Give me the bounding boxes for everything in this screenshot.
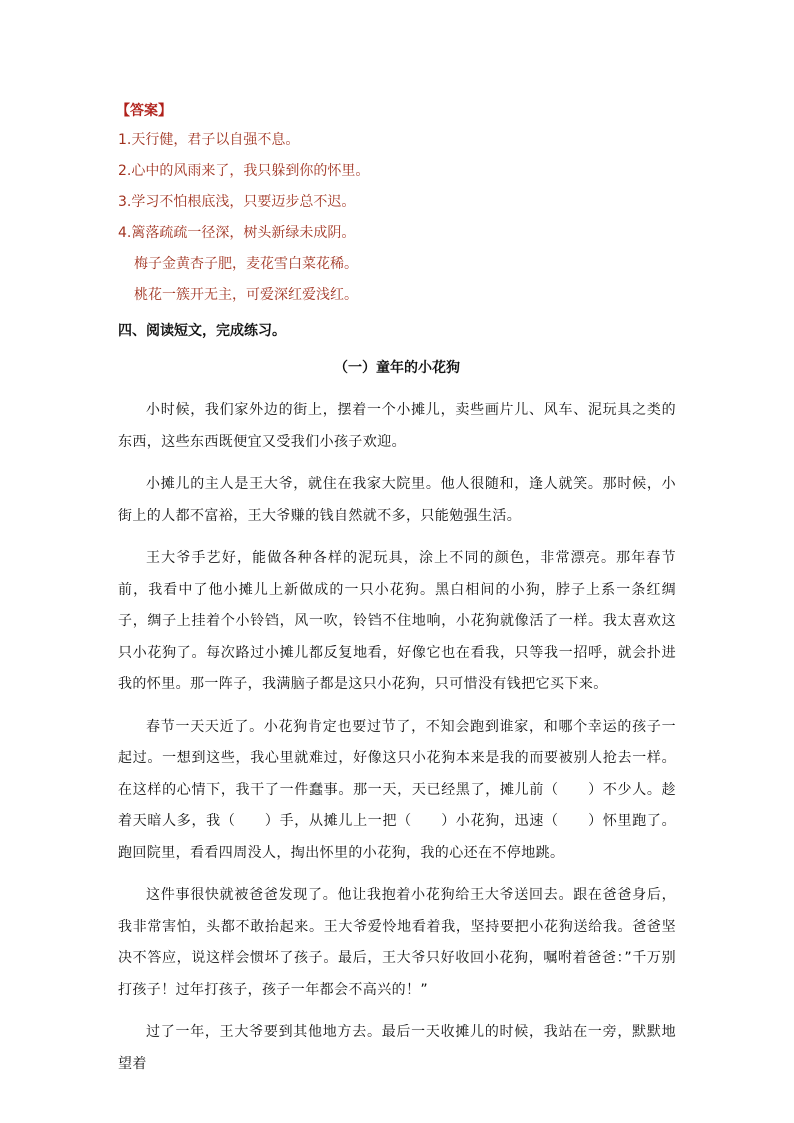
story-paragraph: 这件事很快就被爸爸发现了。他让我抱着小花狗给王大爷送回去。跟在爸爸身后，我非常害怕，头都不敢抬起来。王大爷爱怜地看着我，坚持要把小花狗送给我。爸爸坚决不答应，说这样会惯坏了孩子。最后，王大爷只好收回小花狗，嘱咐着爸爸：”千万别打孩子！过年打孩子，孩子一年都会不高兴的！” — [118, 887, 676, 998]
answer-line: 1.天行健，君子以自强不息。 — [118, 132, 300, 148]
answer-line: 2.心中的风雨来了，我只躲到你的怀里。 — [118, 163, 370, 179]
answer-line: 桃花一簇开无主，可爱深红爱浅红。 — [134, 287, 358, 303]
story-paragraph: 王大爷手艺好，能做各种各样的泥玩具，涂上不同的颜色，非常漂亮。那年春节前，我看中了他小摊儿上新做成的一只小花狗。黑白相间的小狗，脖子上系一条红绸子，绸子上挂着个小铃铛，风一吹，铃铛不住地响，小花狗就像活了一样。我太喜欢这只小花狗了。每次路过小摊儿都反复地看，好像它也在看我，只等我一招呼，就会扑进我的怀里。那一阵子，我满脑子都是这只小花狗，只可惜没有钱把它买下来。 — [118, 550, 676, 692]
story-paragraph: 过了一年，王大爷要到其他地方去。最后一天收摊儿的时候，我站在一旁，默默地望着 — [118, 1024, 676, 1072]
answer-line: 4.篱落疏疏一径深，树头新绿未成阴。 — [118, 225, 356, 241]
story-paragraph: 春节一天天近了。小花狗肯定也要过节了，不知会跑到谁家，和哪个幸运的孩子一起过。一想到这些，我心里就难过，好像这只小花狗本来是我的而要被别人抢去一样。在这样的心情下，我干了一件蠢事。那一天，天已经黑了，摊儿前（ ）不少人。趁着天暗人多，我（ ）手，从摊儿上一把（ ）小花狗，迅速（ ）怀里跑了。跑回院里，看看四周没人，掏出怀里的小花狗，我的心还在不停地跳。 — [118, 718, 676, 861]
story-title: （一）童年的小花狗 — [334, 360, 460, 376]
answer-line: 3.学习不怕根底浅，只要迈步总不迟。 — [118, 194, 356, 210]
answer-line: 梅子金黄杏子肥，麦花雪白菜花稀。 — [134, 256, 358, 272]
story-paragraph: 小时候，我们家外边的街上，摆着一个小摊儿，卖些画片儿、风车、泥玩具之类的东西，这些东西既便宜又受我们小孩子欢迎。 — [118, 402, 676, 450]
section-heading: 四、阅读短文，完成练习。 — [118, 323, 286, 339]
story-body — [118, 395, 676, 1091]
story-paragraph: 小摊儿的主人是王大爷，就住在我家大院里。他人很随和，逢人就笑。那时候，小街上的人都不富裕，王大爷赚的钱自然就不多，只能勉强生活。 — [118, 476, 676, 524]
answer-section — [118, 102, 698, 317]
answer-heading: 【答案】 — [116, 103, 172, 119]
